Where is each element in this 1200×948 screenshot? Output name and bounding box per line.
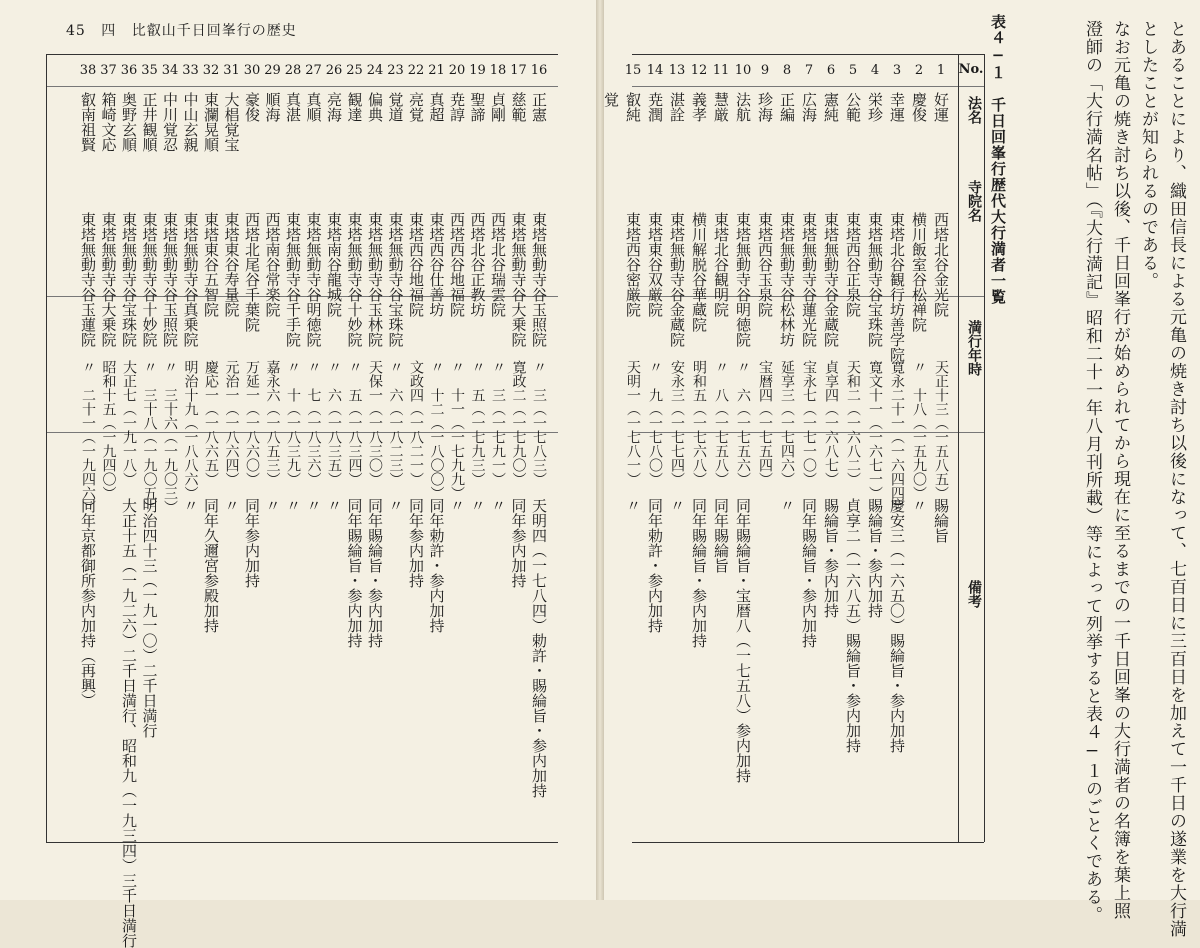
entry-temple: 東塔南谷龍城院 bbox=[325, 212, 343, 317]
entry-houmyou: 叡純 bbox=[624, 92, 642, 122]
entry-number: 20 bbox=[448, 63, 466, 78]
entry-notes: 同年参内加持 bbox=[407, 498, 425, 588]
table-row bbox=[864, 60, 886, 840]
entry-temple: 東塔無動寺谷玉照院 bbox=[530, 212, 548, 347]
entry-number: 32 bbox=[202, 63, 220, 78]
entry-temple: 東塔西谷地福院 bbox=[407, 212, 425, 317]
table-row bbox=[221, 60, 243, 840]
table-row bbox=[508, 60, 530, 840]
entry-notes: 〃 bbox=[624, 498, 642, 513]
table-row bbox=[139, 60, 161, 840]
entry-notes: 明治四十三（一九一〇）二千日満行 bbox=[140, 498, 159, 738]
entry-notes: 賜綸旨・参内加持 bbox=[866, 498, 884, 618]
entry-notes: 〃 bbox=[668, 498, 686, 513]
entry-number: 27 bbox=[305, 63, 322, 78]
entry-houmyou: 真湛 bbox=[284, 92, 302, 122]
entry-number: 21 bbox=[428, 63, 445, 78]
entry-temple: 東塔無動寺谷宝珠院 bbox=[120, 212, 138, 347]
entry-number: 23 bbox=[387, 63, 404, 78]
entry-temple: 東塔西谷密厳院 bbox=[624, 212, 642, 317]
entry-number: 16 bbox=[530, 63, 548, 78]
entry-temple: 西塔西谷地福院 bbox=[448, 212, 466, 317]
entry-houmyou: 好運 bbox=[932, 92, 950, 122]
entry-number: 30 bbox=[243, 63, 261, 78]
entry-houmyou: 尭諄 bbox=[448, 92, 466, 122]
entry-temple: 西塔北谷瑞雲院 bbox=[489, 212, 507, 317]
entry-notes bbox=[754, 498, 776, 838]
table-row bbox=[710, 60, 732, 840]
entry-number: 29 bbox=[264, 63, 281, 78]
prose-block bbox=[1076, 20, 1188, 938]
right-table-header-rule bbox=[958, 54, 959, 842]
entry-number: 11 bbox=[712, 63, 730, 78]
right-table-bottom-rule bbox=[632, 842, 984, 843]
entry-houmyou: 慈範 bbox=[509, 92, 528, 122]
entry-number: 31 bbox=[223, 63, 240, 78]
entry-year: 寛政二（一七九〇） bbox=[510, 360, 527, 486]
entry-temple: 西塔北谷金光院 bbox=[932, 212, 950, 317]
entry-notes: 〃 bbox=[304, 498, 323, 513]
table-row bbox=[364, 60, 386, 840]
entry-year: 大正七（一九一八） bbox=[121, 360, 137, 486]
table-row bbox=[344, 60, 366, 840]
left-table-top-rule bbox=[46, 54, 558, 55]
entry-temple: 東塔無動寺谷玉照院 bbox=[161, 212, 179, 347]
entry-houmyou: 大椙覚宝 bbox=[222, 92, 241, 152]
entry-houmyou: 公範 bbox=[844, 92, 862, 122]
entry-year: 〃 八（一七五八） bbox=[713, 360, 729, 486]
entry-year: 〃 二十一（一九四六） bbox=[80, 360, 96, 514]
entry-year: 天明一（一七八一） bbox=[625, 360, 641, 486]
chapter-number: 四 bbox=[101, 23, 117, 39]
entry-number: 1 bbox=[936, 63, 946, 78]
entry-number: 37 bbox=[100, 63, 117, 78]
entry-temple: 東塔無動寺谷玉蓮院 bbox=[79, 212, 97, 347]
table-row bbox=[405, 60, 427, 840]
entry-temple: 東塔西谷玉泉院 bbox=[756, 212, 774, 317]
entry-houmyou: 覚 bbox=[602, 92, 620, 107]
entry-year: 〃 六（一七五六） bbox=[735, 360, 751, 486]
entry-temple: 東塔西谷仕善坊 bbox=[427, 212, 446, 317]
entry-notes: 〃 bbox=[325, 498, 343, 513]
prose-line-2: としたことが知られるのである。 bbox=[1138, 20, 1158, 290]
table-row bbox=[200, 60, 222, 840]
entry-year: 元治一（一八六四） bbox=[223, 360, 240, 486]
entry-houmyou: 偏典 bbox=[366, 92, 384, 122]
entry-number: 22 bbox=[407, 63, 425, 78]
entry-year bbox=[600, 360, 622, 492]
entry-houmyou: 正井観順 bbox=[140, 92, 159, 152]
entry-year: 寛永二十一（一六四四） bbox=[889, 360, 905, 514]
entry-notes: 天明四（一七八四）勅許・賜綸旨・参内加持 bbox=[530, 498, 548, 798]
entry-number: 36 bbox=[120, 63, 138, 78]
entry-notes: 〃 bbox=[263, 498, 282, 513]
entry-number: 13 bbox=[668, 63, 686, 78]
table-row bbox=[644, 60, 666, 840]
entry-number: 34 bbox=[161, 63, 179, 78]
entry-notes: 同年賜綸旨・参内加持 bbox=[345, 498, 364, 648]
entry-notes: 同年京都御所参内加持（再興） bbox=[79, 498, 97, 708]
table-row bbox=[886, 60, 908, 840]
entry-temple: 西塔南谷常楽院 bbox=[263, 212, 282, 317]
table-row bbox=[385, 60, 407, 840]
running-head bbox=[66, 20, 307, 40]
table-row bbox=[467, 60, 489, 840]
entry-number: 33 bbox=[182, 63, 199, 78]
table-row bbox=[426, 60, 448, 840]
entry-houmyou: 幸運 bbox=[888, 92, 906, 122]
table-row bbox=[262, 60, 284, 840]
table-row bbox=[732, 60, 754, 840]
entry-houmyou: 法航 bbox=[734, 92, 752, 122]
entry-year: 〃 十八（一五九〇） bbox=[911, 360, 927, 500]
table-row bbox=[930, 60, 952, 840]
entry-houmyou: 貞剛 bbox=[489, 92, 507, 122]
entry-houmyou: 慶俊 bbox=[910, 92, 928, 122]
table-row bbox=[820, 60, 842, 840]
table-row bbox=[666, 60, 688, 840]
entry-houmyou: 憲純 bbox=[822, 92, 840, 122]
entry-number: 5 bbox=[848, 63, 858, 78]
entry-houmyou: 正編 bbox=[778, 92, 796, 122]
entry-number: 28 bbox=[284, 63, 302, 78]
entry-temple: 東塔無動寺谷明徳院 bbox=[734, 212, 752, 347]
right-table-outer-rule bbox=[984, 54, 985, 842]
entry-year: 〃 十一（一七九九） bbox=[449, 360, 465, 500]
entry-number: 7 bbox=[804, 63, 814, 78]
entry-year: 〃 七（一八三六） bbox=[305, 360, 322, 486]
header-temple: 寺院名 bbox=[966, 180, 982, 222]
entry-year: 宝永七（一七一〇） bbox=[801, 360, 817, 486]
entry-year: 嘉永六（一八五三） bbox=[264, 360, 281, 486]
entry-temple: 東塔無動寺谷十妙院 bbox=[345, 212, 364, 347]
entry-year: 貞享四（一六八七） bbox=[823, 360, 839, 486]
table-row bbox=[118, 60, 140, 948]
entry-number bbox=[600, 60, 622, 84]
entry-notes: 同年賜綸旨 bbox=[712, 498, 730, 573]
entry-temple: 東塔無動寺谷大乗院 bbox=[99, 212, 118, 347]
prose-line-3: なお元亀の焼き討ち以後、千日回峯行が始められてから現在に至るまでの一千日回峯の大行満者の名簿を葉上照 bbox=[1110, 20, 1130, 920]
entry-notes: 同年賜綸旨・参内加持 bbox=[690, 498, 708, 648]
entry-year: 天保一（一八三〇） bbox=[367, 360, 383, 486]
entry-houmyou: 豪俊 bbox=[243, 92, 261, 122]
entry-year: 〃 十二（一八〇〇） bbox=[428, 360, 445, 500]
entry-year: 〃 九（一七八〇） bbox=[647, 360, 663, 486]
table-row bbox=[776, 60, 798, 840]
header-notes: 備考 bbox=[966, 580, 982, 608]
prose-line-1: とあることにより、織田信長による元亀の焼き討ち以後になって、七百日に三百日を加えて一千日の遂業を大行満 bbox=[1166, 20, 1186, 938]
entry-notes: 同年参内加持 bbox=[509, 498, 528, 588]
entry-temple: 東塔無動寺谷宝珠院 bbox=[866, 212, 884, 347]
entry-year: 寛文十一（一六七一） bbox=[867, 360, 883, 500]
entry-temple: 東塔無動寺谷金蔵院 bbox=[668, 212, 686, 347]
entry-notes bbox=[159, 498, 181, 838]
table-row bbox=[600, 60, 622, 840]
table-row bbox=[688, 60, 710, 840]
entry-notes: 同年勅許・参内加持 bbox=[427, 498, 446, 633]
entry-year: 〃 六（一八三五） bbox=[326, 360, 342, 486]
entry-number: 14 bbox=[646, 63, 664, 78]
entry-year: 明治十九（一八八六） bbox=[182, 360, 199, 500]
entry-houmyou: 亮海 bbox=[325, 92, 343, 122]
entry-temple: 東塔無動寺谷明徳院 bbox=[304, 212, 323, 347]
entry-year: 〃 三十六（一九〇三） bbox=[162, 360, 178, 514]
entry-temple: 東塔北谷観明院 bbox=[712, 212, 730, 317]
entry-year: 万延一（一八六〇） bbox=[244, 360, 260, 486]
header-year: 満行年時 bbox=[966, 320, 982, 376]
entry-houmyou: 珍海 bbox=[756, 92, 774, 122]
page-number: 45 bbox=[66, 23, 86, 39]
table-row bbox=[908, 60, 930, 840]
entry-year: 明和五（一七六八） bbox=[691, 360, 707, 486]
entry-year: 〃 五（一七九三） bbox=[469, 360, 486, 486]
entry-houmyou: 義孝 bbox=[690, 92, 708, 122]
running-title: 比叡山千日回峯行の歴史 bbox=[131, 23, 297, 39]
entry-number: 12 bbox=[690, 63, 708, 78]
prose-line-4: 澄師の「大行満名帖」（『大行満記』昭和二十一年八月刊所載）等によって列挙すると表４−１のごとくである。 bbox=[1082, 20, 1102, 924]
entry-notes: 〃 bbox=[910, 498, 928, 513]
entry-temple: 東塔無動寺谷松林坊 bbox=[778, 212, 796, 347]
entry-houmyou: 中川覚忍 bbox=[161, 92, 179, 152]
entry-temple: 西塔北谷正教坊 bbox=[468, 212, 487, 317]
entry-notes: 〃 bbox=[468, 498, 487, 513]
header-houmyou: 法名 bbox=[966, 96, 982, 124]
table-row bbox=[446, 60, 468, 840]
table-row bbox=[98, 60, 120, 840]
entry-temple: 東塔無動寺谷宝珠院 bbox=[386, 212, 405, 347]
entry-temple: 横川解脱谷華蔵院 bbox=[690, 212, 708, 332]
entry-temple: 東塔北谷観行坊善学院 bbox=[888, 212, 906, 362]
entry-year: 昭和十五（一九四〇） bbox=[100, 360, 117, 500]
entry-notes: 〃 bbox=[284, 498, 302, 513]
entry-notes: 貞享二（一六八五）賜綸旨・参内加持 bbox=[844, 498, 862, 753]
header-no: No. bbox=[958, 62, 984, 77]
entry-number: 38 bbox=[79, 63, 97, 78]
table-title: 表４−１ 千日回峯行歴代大行満者一覧 bbox=[989, 14, 1007, 305]
table-row bbox=[622, 60, 644, 840]
entry-year: 延享三（一七四六） bbox=[779, 360, 795, 486]
entry-year: 慶応一（一八六五） bbox=[203, 360, 219, 486]
table-row bbox=[798, 60, 820, 840]
entry-year: 〃 三（一七九一） bbox=[490, 360, 506, 486]
entry-temple: 東塔無動寺谷十妙院 bbox=[140, 212, 159, 347]
entry-notes: 慶安三（一六五〇）賜綸旨・参内加持 bbox=[888, 498, 906, 753]
table-row bbox=[159, 60, 181, 840]
entry-houmyou: 順海 bbox=[263, 92, 282, 122]
entry-number: 2 bbox=[914, 63, 924, 78]
entry-temple: 東塔東谷五智院 bbox=[202, 212, 220, 317]
left-table-side-rule bbox=[46, 54, 47, 842]
entry-temple: 東塔無動寺谷大乗院 bbox=[509, 212, 528, 347]
table-row bbox=[528, 60, 550, 840]
entry-notes: 〃 bbox=[778, 498, 796, 513]
entry-notes bbox=[600, 498, 622, 838]
entry-year: 宝暦四（一七五四） bbox=[757, 360, 773, 486]
entry-year: 〃 十（一八三九） bbox=[285, 360, 301, 486]
table-row bbox=[323, 60, 345, 840]
table-row bbox=[282, 60, 304, 840]
entry-number: 6 bbox=[826, 63, 836, 78]
table-row bbox=[754, 60, 776, 840]
entry-houmyou: 観達 bbox=[345, 92, 364, 122]
entry-notes: 同年久邇宮参殿加持 bbox=[202, 498, 220, 633]
entry-number: 3 bbox=[892, 63, 902, 78]
entry-number: 26 bbox=[325, 63, 343, 78]
entry-houmyou: 覚道 bbox=[386, 92, 405, 122]
entry-temple: 東塔無動寺谷千手院 bbox=[284, 212, 302, 347]
table-row bbox=[77, 60, 99, 840]
entry-notes: 同年賜綸旨・宝暦八（一七五八）参内加持 bbox=[734, 498, 752, 783]
entry-number: 8 bbox=[782, 63, 792, 78]
entry-temple bbox=[600, 212, 622, 352]
entry-notes: 〃 bbox=[222, 498, 241, 513]
entry-number: 10 bbox=[734, 63, 752, 78]
entry-temple: 東塔西谷正泉院 bbox=[844, 212, 862, 317]
entry-number: 35 bbox=[141, 63, 158, 78]
entry-houmyou: 亮覚 bbox=[407, 92, 425, 122]
entry-number: 9 bbox=[760, 63, 770, 78]
entry-year: 〃 五（一八三四） bbox=[346, 360, 363, 486]
entry-houmyou: 中山玄親 bbox=[181, 92, 200, 152]
entry-number: 4 bbox=[870, 63, 880, 78]
entry-number: 17 bbox=[510, 63, 527, 78]
entry-year: 〃 六（一八二三） bbox=[387, 360, 404, 486]
entry-houmyou: 箱崎文応 bbox=[99, 92, 118, 152]
entry-houmyou: 聖諦 bbox=[468, 92, 487, 122]
entry-temple: 東塔無動寺谷蓮光院 bbox=[800, 212, 818, 347]
entry-temple: 東塔無動寺谷玉林院 bbox=[366, 212, 384, 347]
entry-temple: 東塔東谷双厳院 bbox=[646, 212, 664, 317]
entry-houmyou: 尭潤 bbox=[646, 92, 664, 122]
entry-number: 25 bbox=[346, 63, 363, 78]
entry-houmyou: 東瀾晃順 bbox=[202, 92, 220, 152]
entry-temple: 東塔無動寺谷金蔵院 bbox=[822, 212, 840, 347]
entry-houmyou: 栄珍 bbox=[866, 92, 884, 122]
entry-year: 天正十三（一五八五） bbox=[933, 360, 949, 500]
entry-year: 文政四（一八二一） bbox=[408, 360, 424, 486]
entry-notes: 〃 bbox=[448, 498, 466, 513]
entry-temple: 横川飯室谷松禅院 bbox=[910, 212, 928, 332]
right-table-top-rule bbox=[632, 54, 984, 55]
entry-notes: 同年賜綸旨・参内加持 bbox=[800, 498, 818, 648]
entry-number: 19 bbox=[469, 63, 486, 78]
entry-notes bbox=[98, 498, 120, 838]
table-row bbox=[303, 60, 325, 840]
entry-houmyou: 真順 bbox=[304, 92, 323, 122]
entry-temple: 東塔東谷寿量院 bbox=[222, 212, 241, 317]
entry-houmyou: 奥野玄順 bbox=[120, 92, 138, 152]
entry-year: 安永三（一七七四） bbox=[669, 360, 685, 486]
table-row bbox=[487, 60, 509, 840]
entry-notes: 賜綸旨・参内加持 bbox=[822, 498, 840, 618]
entry-houmyou: 慧厳 bbox=[712, 92, 730, 122]
entry-number: 24 bbox=[366, 63, 384, 78]
entry-houmyou: 湛詮 bbox=[668, 92, 686, 122]
entry-number: 15 bbox=[624, 63, 642, 78]
entry-year: 〃 三（一七八三） bbox=[531, 360, 547, 486]
entry-temple: 西塔北尾谷千葉院 bbox=[243, 212, 261, 332]
entry-notes: 大正十五（一九二六）二千日満行、昭和九（一九三四）三千日満行 bbox=[120, 498, 138, 948]
entry-notes: 賜綸旨 bbox=[932, 498, 950, 543]
entry-notes: 同年参内加持 bbox=[243, 498, 261, 588]
entry-year: 〃 三十八（一九〇五） bbox=[141, 360, 158, 514]
table-row bbox=[842, 60, 864, 840]
entry-notes: 〃 bbox=[489, 498, 507, 513]
entry-notes: 〃 bbox=[181, 498, 200, 513]
entry-notes: 同年賜綸旨・参内加持 bbox=[366, 498, 384, 648]
entry-number: 18 bbox=[489, 63, 507, 78]
entry-houmyou: 叡南祖賢 bbox=[79, 92, 97, 152]
entry-houmyou: 正憲 bbox=[530, 92, 548, 122]
entry-houmyou: 真超 bbox=[427, 92, 446, 122]
entry-notes: 同年勅許・参内加持 bbox=[646, 498, 664, 633]
table-row bbox=[241, 60, 263, 840]
table-row bbox=[180, 60, 202, 840]
entry-year: 天和二（一六八二） bbox=[845, 360, 861, 486]
entry-temple: 東塔無動寺谷真乗院 bbox=[181, 212, 200, 347]
entry-houmyou: 広海 bbox=[800, 92, 818, 122]
entry-notes: 〃 bbox=[386, 498, 405, 513]
